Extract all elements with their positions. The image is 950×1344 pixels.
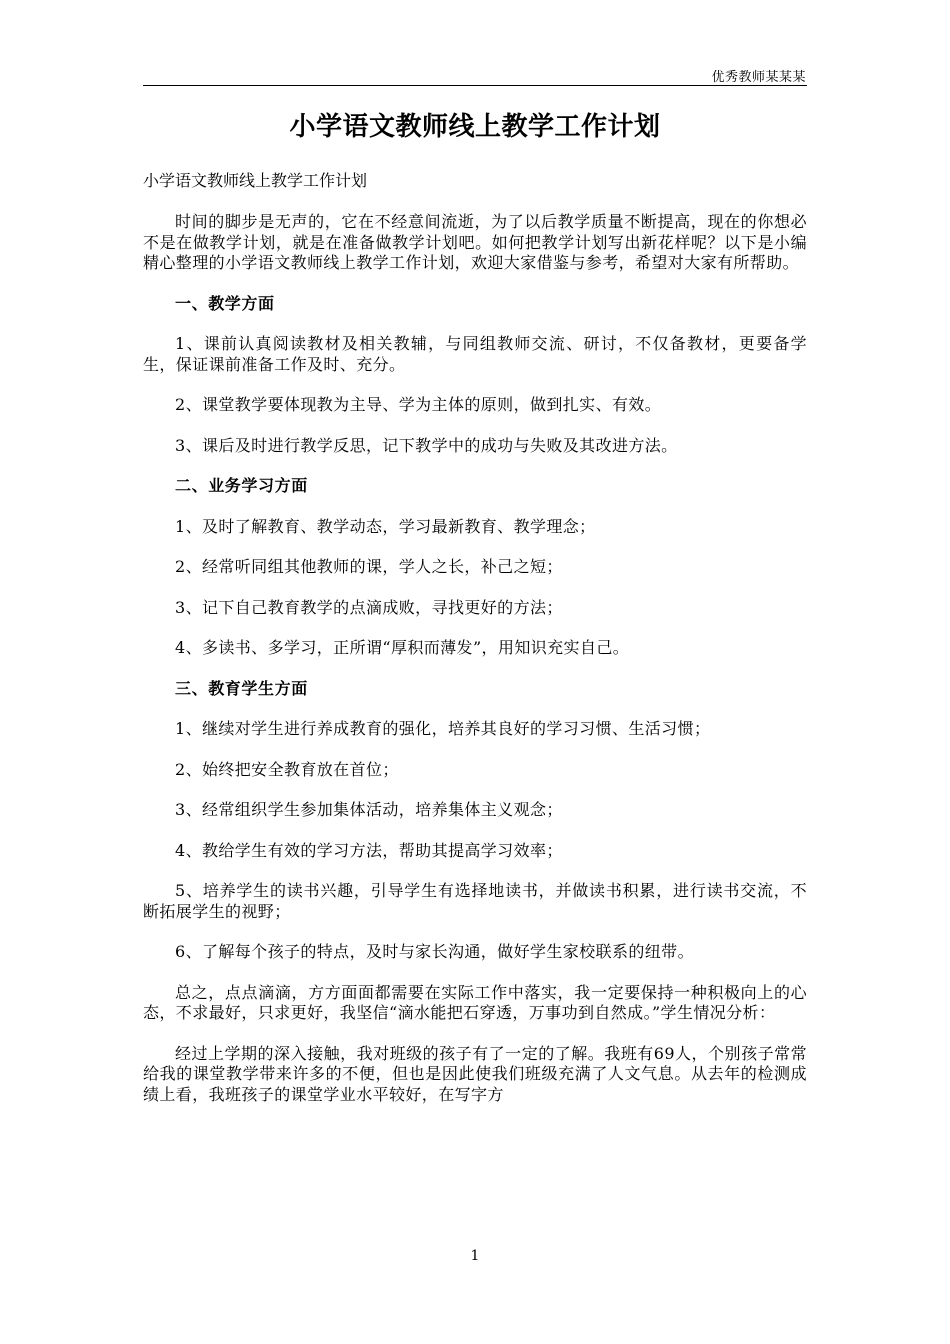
body-paragraph: 3、记下自己教育教学的点滴成败，寻找更好的方法； [175,597,563,617]
body-paragraph: 4、教给学生有效的学习方法，帮助其提高学习效率； [175,840,563,860]
body-paragraph: 总之，点点滴滴，方方面面都需要在实际工作中落实，我一定要保持一种积极向上的心态，不求最好，只求更好，我坚信“滴水能把石穿透，万事功到自然成。”学生情况分析： [143,982,807,1022]
section-heading: 三、教育学生方面 [175,678,308,698]
body-paragraph: 2、课堂教学要体现教为主导、学为主体的原则，做到扎实、有效。 [175,395,662,414]
body-paragraph: 3、课后及时进行教学反思，记下教学中的成功与失败及其改进方法。 [175,435,678,455]
body-paragraph: 经过上学期的深入接触，我对班级的孩子有了一定的了解。我班有69人，个别孩子常常给我的课堂教学带来许多的不便，但也是因此使我们班级充满了人文气息。从去年的检测成绩上看，我班孩子的课堂学业水平较好，在写字方 [143,1043,807,1104]
header-rule [143,85,807,86]
body-paragraph: 2、经常听同组其他教师的课，学人之长，补己之短； [175,557,563,576]
body-paragraph: 2、始终把安全教育放在首位； [175,759,399,779]
document-body [143,110,807,1105]
page-header-text: 优秀教师某某某 [711,70,806,85]
paragraph-list [143,212,807,1105]
body-paragraph: 时间的脚步是无声的，它在不经意间流逝，为了以后教学质量不断提高，现在的你想必不是在做教学计划，就是在准备做教学计划吧。如何把教学计划写出新花样呢？以下是小编精心整理的小学语文教师线上教学工作计划，欢迎大家借鉴与参考，希望对大家有所帮助。 [143,212,807,272]
body-paragraph: 1、课前认真阅读教材及相关教辅，与同组教师交流、研讨，不仅备教材，更要备学生，保证课前准备工作及时、充分。 [143,334,807,374]
document-title: 小学语文教师线上教学工作计划 [289,112,661,142]
body-paragraph: 1、继续对学生进行养成教育的强化，培养其良好的学习习惯、生活习惯； [175,719,711,738]
document-subtitle: 小学语文教师线上教学工作计划 [143,171,368,190]
body-paragraph: 6、了解每个孩子的特点，及时与家长沟通，做好学生家校联系的纽带。 [175,942,694,961]
body-paragraph: 1、及时了解教育、教学动态，学习最新教育、教学理念； [175,516,596,536]
body-paragraph: 3、经常组织学生参加集体活动，培养集体主义观念； [175,800,563,819]
section-heading: 二、业务学习方面 [175,476,308,495]
body-paragraph: 5、培养学生的读书兴趣，引导学生有选择地读书，并做读书积累，进行读书交流，不断拓展学生的视野； [143,881,807,921]
body-paragraph: 4、多读书、多学习，正所谓“厚积而薄发”，用知识充实自己。 [175,638,630,657]
page-number: 1 [470,1248,480,1264]
section-heading: 一、教学方面 [175,293,275,313]
